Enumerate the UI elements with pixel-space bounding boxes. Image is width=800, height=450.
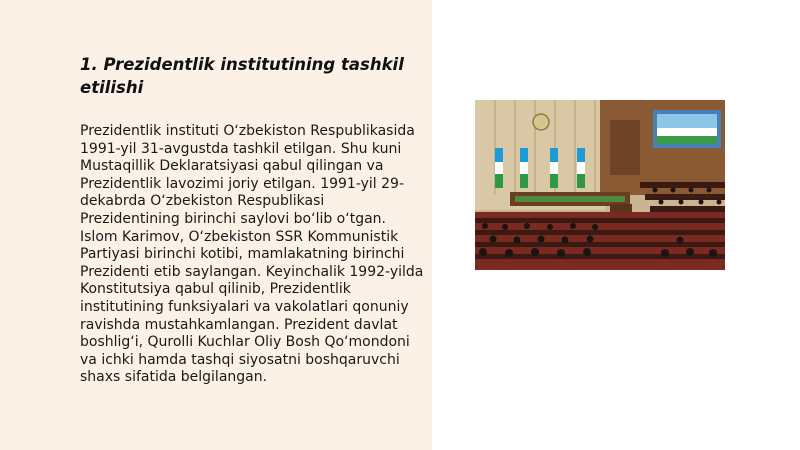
slide-title: 1. Prezidentlik institutining tashkil etilishi (80, 55, 404, 97)
slide-body-text: Prezidentlik instituti O‘zbekiston Respublikasida 1991-yil 31-avgustda tashkil etilgan. Shu kuni Mustaqillik Deklaratsiyasi qabul qilingan va Prezidentlik lavozimi joriy etilgan. 1991-yil 29-dekabrda O‘zbekiston Respublikasi Prezidentining birinchi saylovi bo‘lib o‘tgan. Islom Karimov, O‘zbekiston SSR Kommunistik Partiyasi birinchi kotibi, mamlakatning birinchi Prezidenti etib saylangan. Keyinchalik 1992-yilda Konstitutsiya qabul qilinib, Prezidentlik institutining funksiyalari va vakolatlari qonuniy ravishda mustahkamlangan. Prezident davlat boshlig‘i, Qurolli Kuchlar Oliy Bosh Qo‘mondoni va ichki hamda tashqi siyosatni boshqaruvchi shaxs sifatida belgilangan. (80, 123, 424, 386)
parliament-hall-photo (475, 100, 725, 270)
